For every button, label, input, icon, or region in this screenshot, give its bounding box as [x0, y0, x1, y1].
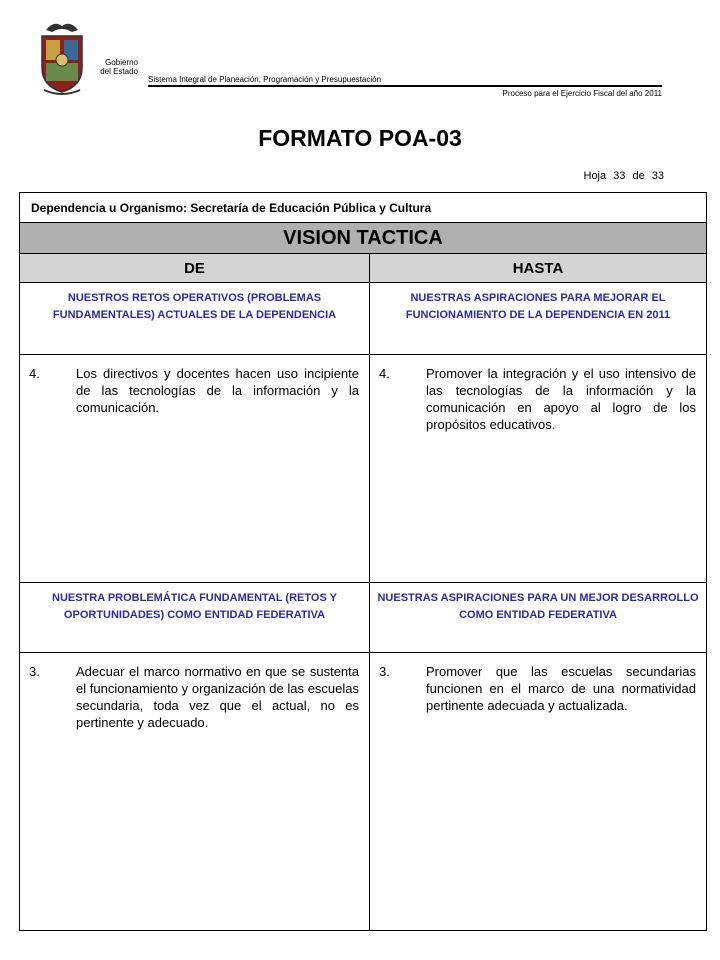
item-number: 4.: [379, 366, 390, 381]
column-header-row: [20, 254, 706, 283]
page-number: Hoja 33 de 33: [583, 170, 664, 182]
block1-header-row: [20, 283, 706, 355]
state-crest-logo: [36, 18, 88, 96]
header-rule: [148, 85, 662, 87]
form-table: [19, 192, 707, 931]
block2-header-row: [20, 583, 706, 653]
block2-left-item: [20, 653, 369, 731]
block2-right-header: NUESTRAS ASPIRACIONES PARA UN MEJOR DESARROLLO COMO ENTIDAD FEDERATIVA: [377, 592, 699, 621]
item-text: Promover la integración y el uso intensivo de las tecnologías de la información y la comunicación en apoyo al logro de los propósitos educativos.: [426, 366, 696, 432]
block1-left-item: [20, 355, 369, 416]
dependency-row: Dependencia u Organismo: Secretaría de Educación Pública y Cultura: [20, 193, 706, 223]
column-header-hasta: HASTA: [512, 260, 564, 277]
block2-content-row: [20, 653, 706, 930]
process-label: Proceso para el Ejercicio Fiscal del año 2011: [502, 89, 662, 98]
block2-right-item: [370, 653, 706, 714]
item-text: Adecuar el marco normativo en que se sustenta el funcionamiento y organización de las escuelas secundaria, toda vez que el actual, no es pertinente y adecuado.: [76, 664, 359, 730]
block1-right-header: NUESTRAS ASPIRACIONES PARA MEJORAR EL FUNCIONAMIENTO DE LA DEPENDENCIA EN 2011: [405, 292, 671, 321]
block1-left-header: NUESTROS RETOS OPERATIVOS (PROBLEMAS FUNDAMENTALES) ACTUALES DE LA DEPENDENCIA: [52, 292, 337, 321]
block1-content-row: [20, 355, 706, 583]
item-number: 3.: [379, 664, 390, 679]
gov-line-2: del Estado: [100, 67, 138, 76]
section-title: VISION TACTICA: [20, 223, 706, 254]
item-number: 3.: [29, 664, 40, 679]
gov-line-1: Gobierno: [105, 58, 138, 67]
block2-left-header: NUESTRA PROBLEMÁTICA FUNDAMENTAL (RETOS Y OPORTUNIDADES) COMO ENTIDAD FEDERATIVA: [52, 592, 337, 621]
government-label: [90, 58, 138, 76]
block1-right-item: [370, 355, 706, 433]
item-text: Promover que las escuelas secundarias funcionen en el marco de una normatividad pertinente adecuada y actualizada.: [426, 664, 696, 713]
item-text: Los directivos y docentes hacen uso incipiente de las tecnologías de la información y la comunicación.: [76, 366, 359, 415]
page-title: FORMATO POA-03: [258, 125, 462, 151]
system-name: Sistema Integral de Planeación, Programación y Presupuestación: [148, 75, 382, 84]
column-header-de: DE: [184, 260, 205, 277]
item-number: 4.: [29, 366, 40, 381]
